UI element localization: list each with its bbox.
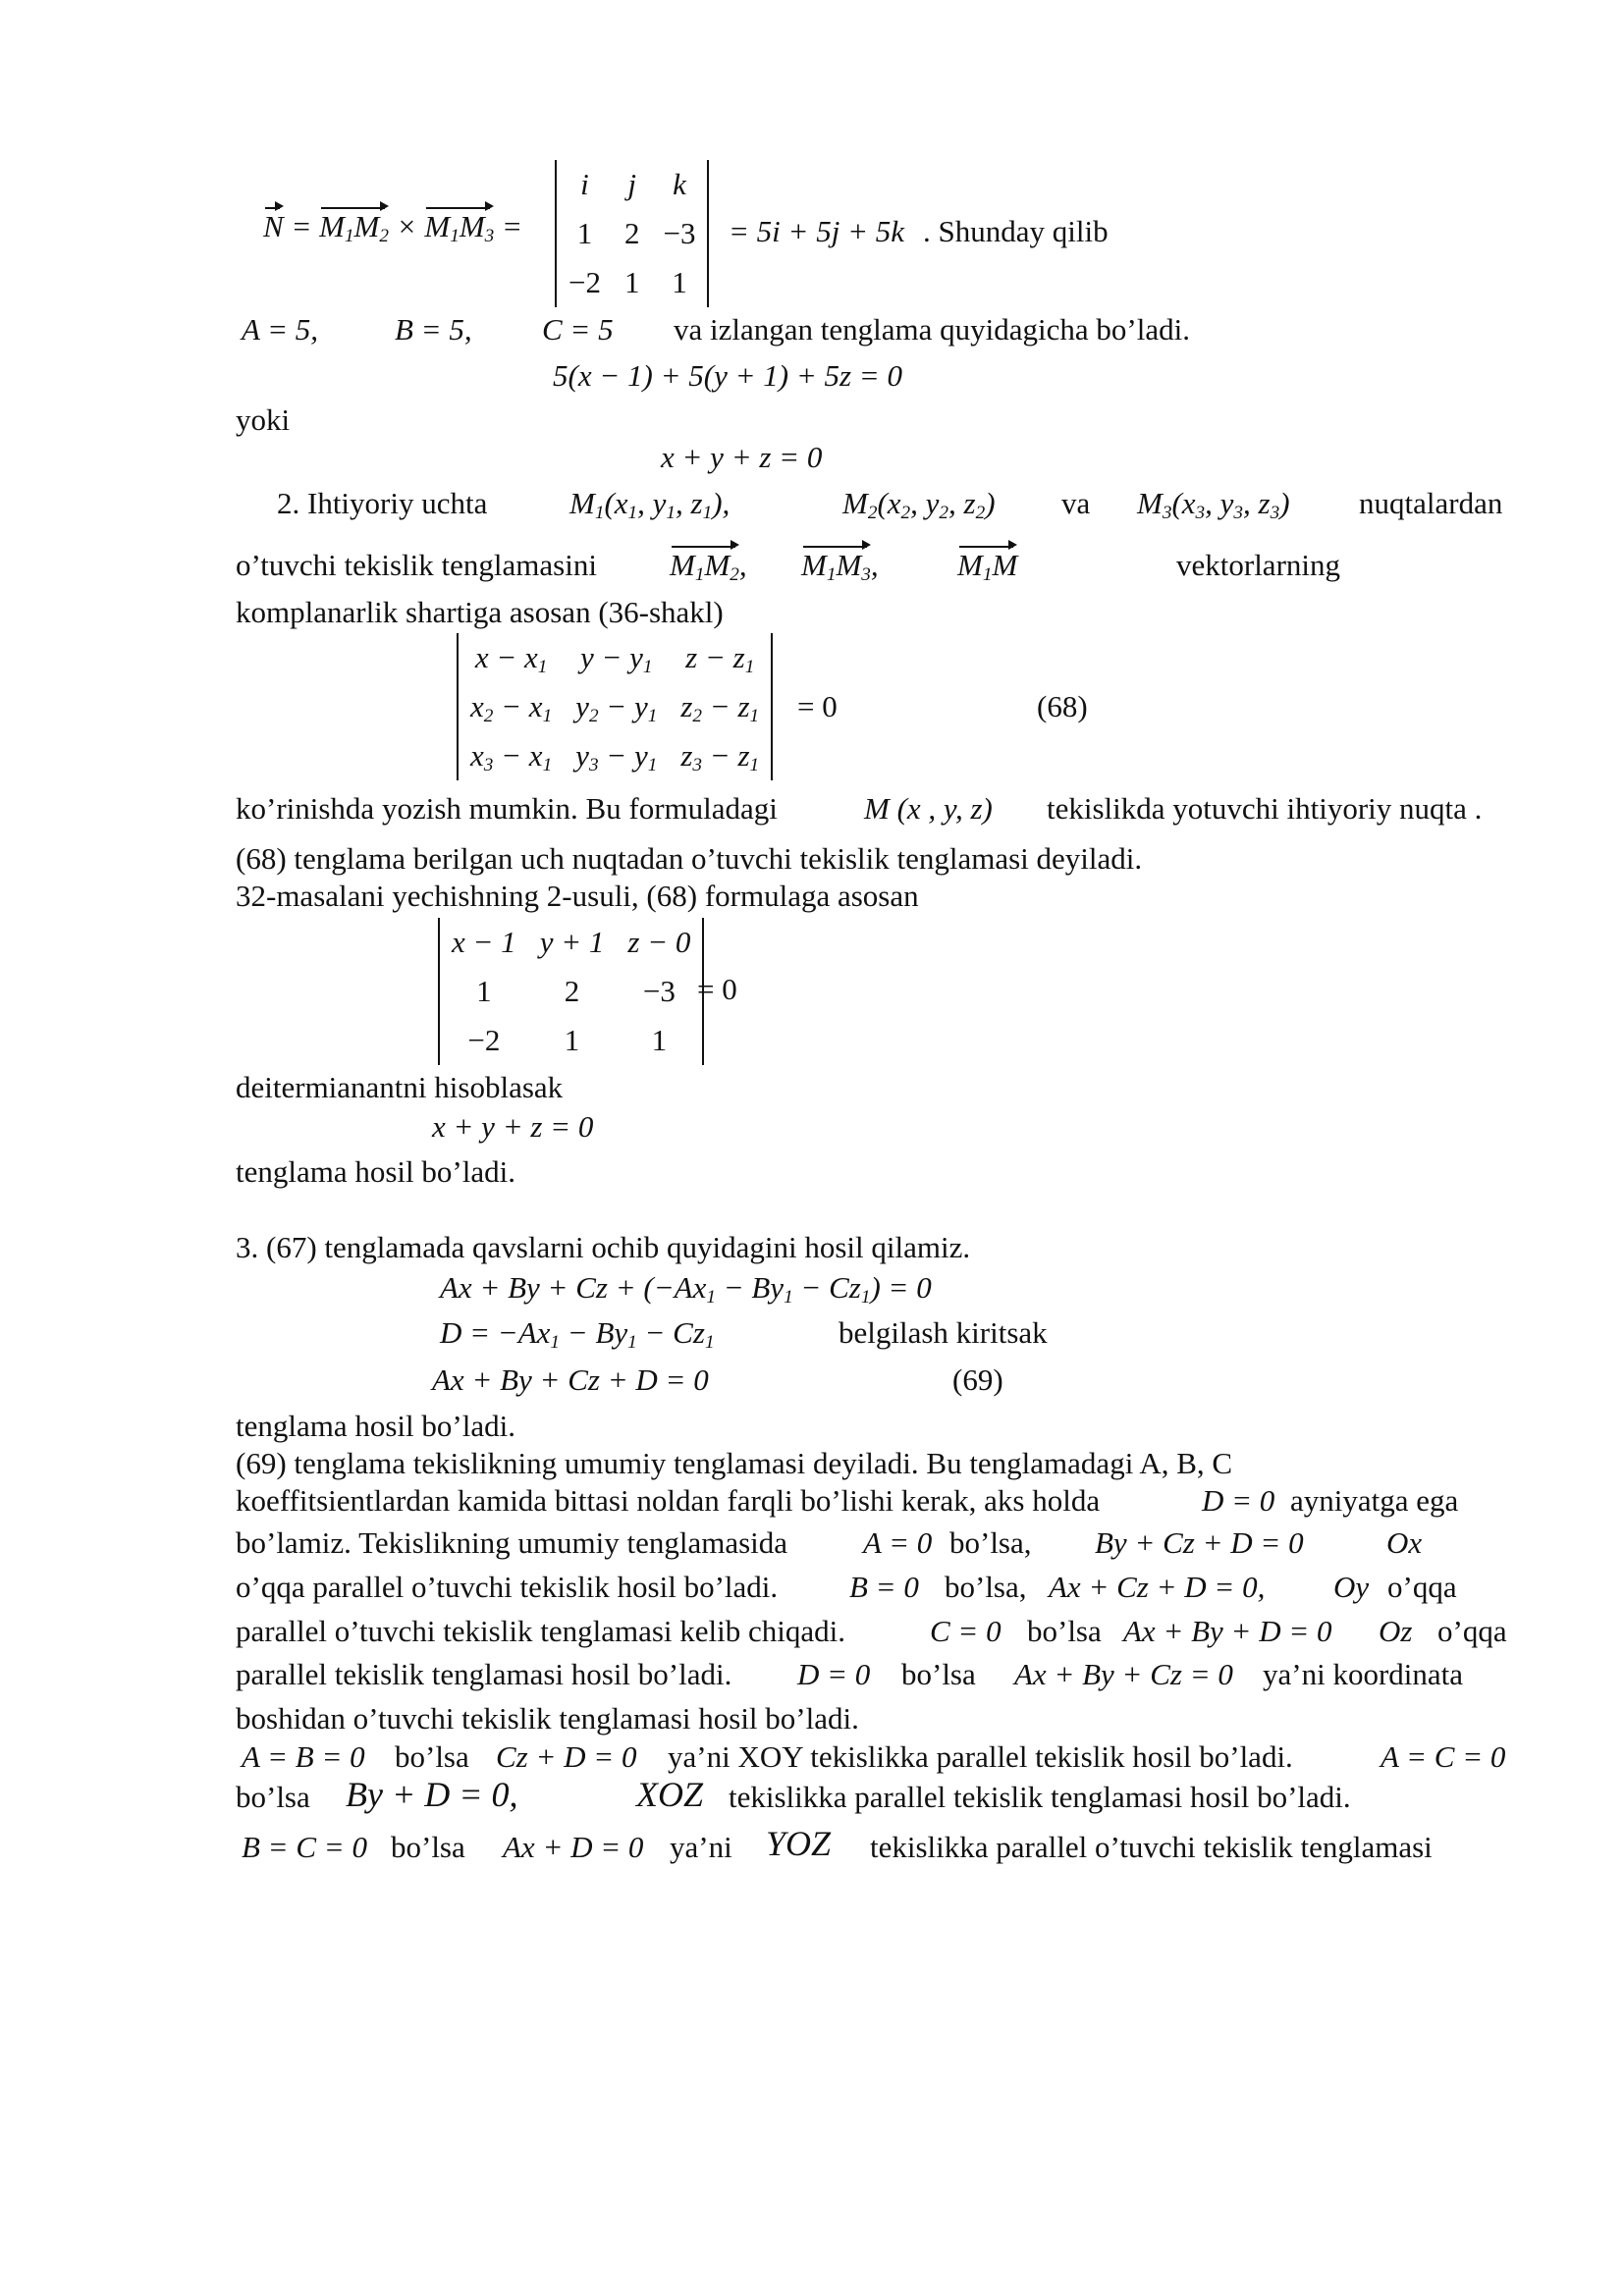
det-cell: 2 [564, 974, 580, 1008]
p4-line6-math1: D = 0 [797, 1657, 871, 1691]
det-cell: 1 [651, 1023, 668, 1057]
p4-line10a: bo’lsa [391, 1830, 465, 1864]
det-cell: −2 [467, 1023, 501, 1057]
p4-line10c: tekislikka parallel o’tuvchi tekislik tenglamasi [870, 1830, 1433, 1864]
det2-after-line1: deitermianantni hisoblasak [236, 1070, 564, 1104]
coef-b: B = 5, [395, 312, 472, 347]
p4-line5c: o’qqa [1437, 1614, 1507, 1648]
p4-line9-math1: By + D = 0, [346, 1775, 518, 1814]
p3-lead: 3. (67) tenglamada qavslarni ochib quyidagini hosil qilamiz. [236, 1230, 971, 1264]
det-cell: $z_3 - z_1$ [680, 738, 760, 775]
determinant-68 [457, 633, 773, 780]
p4-line5a: parallel o’tuvchi tekislik tenglamasi kelib chiqadi. [236, 1614, 845, 1648]
det2-after-line2: tenglama hosil bo’ladi. [236, 1154, 515, 1189]
p2-line2b: vektorlarning [1176, 548, 1341, 582]
p3-eq2-text: belgilash kiritsak [839, 1315, 1048, 1350]
p2-tail: nuqtalardan [1359, 486, 1503, 520]
vector-m1m2: $M_1M_2$ [319, 209, 389, 246]
p4-line4-math2: Ax + Cz + D = 0, [1049, 1570, 1266, 1604]
p4-line8b: ya’ni XOY tekislikka parallel tekislik hosil bo’ladi. [668, 1739, 1293, 1774]
det-cell: x − 1 [452, 925, 516, 959]
vector-m1m: $M_1M$ [957, 548, 1018, 585]
after68-line3: 32-masalani yechishning 2-usuli, (68) formulaga asosan [236, 879, 919, 913]
p4-line3-math3: Ox [1386, 1525, 1423, 1560]
vector-product-lhs: $N = M_1M_2 \times M_1M_3$ = [263, 209, 522, 246]
p4-line2-math: D = 0 [1202, 1483, 1275, 1518]
det68-rhs: = 0 [797, 689, 838, 723]
det-cell: $x_3 - x_1$ [470, 738, 553, 775]
p4-line8-math1: A = B = 0 [242, 1739, 365, 1774]
det-cell: y + 1 [539, 925, 605, 959]
p4-line6b: bo’lsa [901, 1657, 976, 1691]
det-cell: $x_2 - x_1$ [470, 689, 553, 726]
point-m-xyz: M (x , y, z) [864, 791, 993, 826]
p4-line9b: tekislikka parallel tekislik tenglamasi hosil bo’ladi. [729, 1780, 1351, 1814]
equation-simplified: x + y + z = 0 [661, 440, 823, 474]
det-cell: $x - x_1$ [474, 640, 548, 677]
p4-line3-math2: By + Cz + D = 0 [1095, 1525, 1304, 1560]
det-cell: 1 [623, 265, 640, 299]
point-m2: $M_2(x_2$, $y_2$, $z_2$) [842, 486, 996, 523]
det-cell: 1 [672, 265, 687, 299]
p3-eq2: $D = -Ax_1 - By_1 - Cz_1$ [440, 1315, 715, 1353]
p4-line2a: koeffitsientlardan kamida bittasi noldan farqli bo’lishi kerak, aks holda [236, 1483, 1101, 1518]
vector-m1m3: $M_1M_3$ [424, 209, 495, 246]
p4-line5b: bo’lsa [1027, 1614, 1102, 1648]
coef-c: C = 5 [542, 312, 614, 347]
p4-line7: boshidan o’tuvchi tekislik tenglamasi hosil bo’ladi. [236, 1701, 859, 1735]
normal-vector-symbol: N [263, 209, 284, 243]
det-cell: i [580, 167, 589, 201]
p2-lead: 2. Ihtiyoriy uchta [277, 486, 488, 520]
det-cell: 1 [576, 216, 593, 250]
vector-m1m2-b: $M_1M_2$, [670, 548, 747, 585]
p4-line6a: parallel tekislik tenglamasi hosil bo’ladi. [236, 1657, 732, 1691]
p4-line6-math2: Ax + By + Cz = 0 [1014, 1657, 1233, 1691]
det2-after-eq: x + y + z = 0 [432, 1109, 594, 1144]
cross-product-determinant [555, 160, 709, 307]
det-cell: −3 [642, 974, 676, 1008]
coef-a: A = 5, [242, 312, 319, 347]
det-cell: z − 0 [627, 925, 691, 959]
cross-product-suffix: . Shunday qilib [923, 214, 1109, 248]
p2-line3: komplanarlik shartiga asosan (36-shakl) [236, 595, 724, 629]
after68-line1b: tekislikda yotuvchi ihtiyoriy nuqta . [1047, 791, 1483, 826]
p2-va: va [1061, 486, 1091, 520]
p4-line4c: o’qqa [1387, 1570, 1457, 1604]
p4-line4-math3: Oy [1333, 1570, 1370, 1604]
equation-label-68: (68) [1037, 689, 1088, 723]
p4-line9a: bo’lsa [236, 1780, 310, 1814]
point-m1: $M_1(x_1$, $y_1$, $z_1$), [569, 486, 731, 523]
equation-label-69: (69) [952, 1362, 1003, 1397]
after68-line1a: ko’rinishda yozish mumkin. Bu formuladagi [236, 791, 778, 826]
determinant-example [438, 918, 704, 1065]
p4-line10-math2: Ax + D = 0 [503, 1830, 644, 1864]
vector-m1m3-b: $M_1M_3$, [801, 548, 879, 585]
p4-line4-math1: B = 0 [849, 1570, 919, 1604]
det-cell: 1 [564, 1023, 580, 1057]
det-cell: 2 [623, 216, 640, 250]
equation-expanded: 5(x − 1) + 5(y + 1) + 5z = 0 [553, 358, 902, 393]
det-cell: j [627, 167, 637, 201]
p4-line5-math1: C = 0 [930, 1614, 1001, 1648]
p4-line3a: bo’lamiz. Tekislikning umumiy tenglamasida [236, 1525, 788, 1560]
p3-after: tenglama hosil bo’ladi. [236, 1409, 515, 1443]
det-cell: $z_2 - z_1$ [680, 689, 760, 726]
p4-line5-math2: Ax + By + D = 0 [1123, 1614, 1332, 1648]
p4-line10-math3: YOZ [766, 1824, 832, 1863]
p4-line5-math3: Oz [1379, 1614, 1413, 1648]
point-m3: $M_3(x_3$, $y_3$, $z_3$) [1137, 486, 1290, 523]
det-cell: k [673, 167, 686, 201]
p4-line4a: o’qqa parallel o’tuvchi tekislik hosil bo’ladi. [236, 1570, 779, 1604]
det2-rhs: = 0 [697, 972, 737, 1006]
p4-line8a: bo’lsa [395, 1739, 469, 1774]
text-yoki: yoki [236, 402, 291, 437]
p4-line4b: bo’lsa, [945, 1570, 1027, 1604]
det-cell: −2 [568, 265, 601, 299]
after68-line2: (68) tenglama berilgan uch nuqtadan o’tuvchi tekislik tenglamasi deyiladi. [236, 841, 1143, 876]
p4-line9-math2: XOZ [636, 1775, 704, 1814]
p4-line8-math2: Cz + D = 0 [496, 1739, 637, 1774]
det-cell: −3 [663, 216, 696, 250]
p4-line1: (69) tenglama tekislikning umumiy tenglamasi deyiladi. Bu tenglamadagi A, B, C [236, 1446, 1233, 1480]
det-cell: $y - y_1$ [579, 640, 653, 677]
p4-line3-math1: A = 0 [863, 1525, 933, 1560]
p4-line2b: ayniyatga ega [1290, 1483, 1459, 1518]
cross-product-result: = 5i + 5j + 5k [729, 214, 904, 248]
coefs-text: va izlangan tenglama quyidagicha bo’ladi. [674, 312, 1190, 347]
p4-line3b: bo’lsa, [949, 1525, 1032, 1560]
det-cell: 1 [476, 974, 492, 1008]
p4-line10-math1: B = C = 0 [242, 1830, 367, 1864]
p3-eq1: $Ax + By + Cz + (-Ax_1 - By_1 - Cz_1) = 0$ [440, 1270, 932, 1308]
p3-eq3: Ax + By + Cz + D = 0 [432, 1362, 709, 1397]
det-cell: $y_3 - y_1$ [575, 738, 658, 775]
det-cell: $y_2 - y_1$ [575, 689, 658, 726]
p4-line6c: ya’ni koordinata [1263, 1657, 1464, 1691]
p2-line2: o’tuvchi tekislik tenglamasini [236, 548, 597, 582]
p4-line8-math3: A = C = 0 [1380, 1739, 1506, 1774]
p4-line10b: ya’ni [670, 1830, 732, 1864]
det-cell: $z - z_1$ [685, 640, 755, 677]
